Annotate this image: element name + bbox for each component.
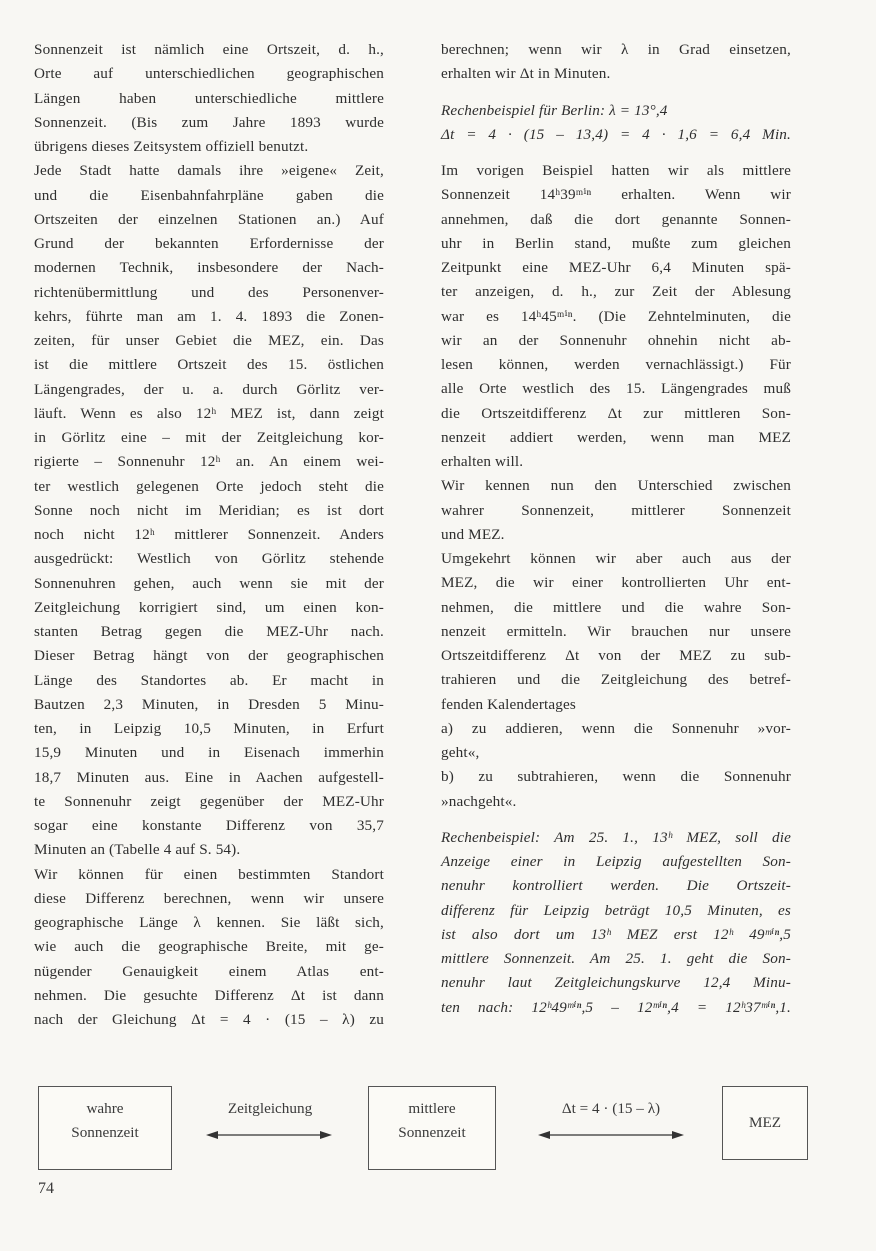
text-line: nügender Genauigkeit einem Atlas ent- [34,962,384,980]
text-line: Im vorigen Beispiel hatten wir als mittlere [441,162,791,179]
text-line: mittlere Sonnenzeit. Am 25. 1. geht die Son- [441,950,791,967]
text-line: Sonnenzeit. (Bis zum Jahre 1893 wurde [34,113,384,131]
right-text-column [441,38,791,1020]
text-line: nehmen. Die gesuchte Differenz Δt ist dann [34,986,384,1004]
text-line: und die Eisenbahnfahrpläne gaben die [34,186,384,204]
text-line: alle Orte westlich des 15. Längengrades muß [441,380,791,398]
text-line: Ortszeiten der einzelnen Stationen an.) Auf [34,210,384,228]
text-line: ter westlich gelegenen Orte jedoch steht die [34,477,384,495]
text-line: rigierte – Sonnenuhr 12ʰ an. An einem wei- [34,453,384,471]
mez-label: MEZ [748,1114,782,1131]
text-line: kehrs, führte man am 1. 4. 1893 die Zonen- [34,307,384,325]
text-line: ten, in Leipzig 10,5 Minuten, in Erfurt [34,720,384,737]
text-line: lesen können, werden vernachlässigt.) Für [441,356,791,373]
text-line: annehmen, daß die dort genannte Sonnen- [441,210,791,228]
mez-box [722,1086,808,1160]
text-line: Minuten an (Tabelle 4 auf S. 54). [34,841,241,859]
text-line: Orte auf unterschiedlichen geographischen [34,65,384,83]
text-line: Wir kennen nun den Unterschied zwischen [441,477,791,495]
text-line: Δt = 4 · (15 – 13,4) = 4 · 1,6 = 6,4 Min. [441,125,791,143]
text-line: ist die mittlere Ortszeit des 15. östlichen [34,356,384,374]
text-line: ter anzeigen, d. h., zur Zeit der Ablesung [441,283,791,301]
text-line: Ortszeitdifferenz Δt von der MEZ zu sub- [441,647,791,664]
true-solar-time-line1: wahre [86,1100,124,1117]
paragraph-gap [441,147,791,159]
mean-solar-time-box [368,1086,496,1170]
text-line: noch nicht 12ʰ mittlerer Sonnenzeit. Anders [34,526,384,543]
text-line: wir an der Sonnenuhr ohnehin nicht ab- [441,331,791,349]
text-line: uhr in Berlin stand, mußte zum gleichen [441,234,791,252]
equation-of-time-label: Zeitgleichung [227,1100,313,1117]
text-line: ist also dort um 13ʰ MEZ erst 12ʰ 49ᵐⁱⁿ,5 [441,925,791,943]
text-line: modernen Technik, insbesondere der Nach- [34,259,384,277]
text-line: Anzeige einer in Leipzig aufgestellten Son- [441,853,791,870]
text-line: te Sonnenuhr zeigt gegenüber der MEZ-Uhr [34,792,384,810]
text-line: Sonnenuhren gehen, auch wenn sie mit der [34,574,384,592]
text-line: und MEZ. [441,525,505,543]
mean-solar-time-line1: mittlere [408,1100,456,1117]
text-line: Zeitpunkt eine MEZ-Uhr 6,4 Minuten spä- [441,259,791,276]
text-line: nehmen, die mittlere und die wahre Son- [441,598,791,616]
text-line: erhalten wir Δt in Minuten. [441,65,611,83]
text-line: geht«, [441,744,480,761]
text-line: MEZ, die wir einer kontrollierten Uhr ent- [441,574,791,592]
text-line: berechnen; wenn wir λ in Grad einsetzen, [441,41,791,58]
text-line: Länge des Standortes ab. Er macht in [34,671,384,689]
text-line: differenz für Leipzig beträgt 10,5 Minuten, es [441,901,791,919]
text-line: Jede Stadt hatte damals ihre »eigene« Zeit, [34,162,384,180]
paragraph-gap [441,87,791,99]
time-difference-formula-label: Δt = 4 · (15 – λ) [561,1100,661,1117]
text-line: wie auch die geographische Breite, mit ge- [34,938,384,956]
text-line: war es 14ʰ45ᵐⁱⁿ. (Die Zehntelminuten, die [441,307,791,325]
text-line: diese Differenz berechnen, wenn wir unsere [34,889,384,907]
text-line: Sonnenzeit 14ʰ39ᵐⁱⁿ erhalten. Wenn wir [441,186,791,204]
text-line: sogar eine konstante Differenz von 35,7 [34,817,384,834]
text-line: fenden Kalendertages [441,695,576,713]
text-line: Längen haben unterschiedliche mittlere [34,89,384,107]
text-line: Grund der bekannten Erfordernisse der [34,235,384,252]
text-line: Wir können für einen bestimmten Standort [34,865,384,883]
text-line: geographische Länge λ kennen. Sie läßt sich, [34,914,384,931]
text-line: ausgedrückt: Westlich von Görlitz stehende [34,550,384,568]
text-line: zeiten, für unser Gebiet die MEZ, ein. Das [34,332,384,349]
double-arrow-icon [206,1128,332,1142]
text-line: nach der Gleichung Δt = 4 · (15 – λ) zu [34,1011,384,1028]
paragraph-gap [441,814,791,826]
text-line: Rechenbeispiel: Am 25. 1., 13ʰ MEZ, soll die [441,828,791,846]
double-arrow-icon [538,1128,684,1142]
text-line: nenuhr kontrolliert werden. Die Ortszeit- [441,877,791,895]
text-line: trahieren und die Zeitgleichung des betref- [441,671,791,689]
mean-solar-time-line2: Sonnenzeit [398,1124,466,1141]
text-line: nenuhr laut Zeitgleichungskurve 12,4 Minu- [441,974,791,992]
text-line: Rechenbeispiel für Berlin: λ = 13°,4 [441,101,668,119]
text-line: übrigens dieses Zeitsystem offiziell benutzt. [34,138,309,155]
text-line: Dieser Betrag hängt von der geographischen [34,647,384,665]
text-line: Längengrades, der u. a. durch Görlitz ver- [34,380,384,398]
left-text-column [34,38,384,1032]
text-line: die Ortszeitdifferenz Δt zur mittleren Son- [441,404,791,422]
text-line: stanten Betrag gegen die MEZ-Uhr nach. [34,623,384,640]
true-solar-time-box [38,1086,172,1170]
text-line: Zeitgleichung korrigiert sind, um einen kon- [34,598,384,616]
text-line: richtenübermittlung und des Personenver- [34,283,384,301]
text-line: nenzeit ermitteln. Wir brauchen nur unsere [441,622,791,640]
text-line: Bautzen 2,3 Minuten, in Dresden 5 Minu- [34,695,384,713]
text-line: 18,7 Minuten aus. Eine in Aachen aufgestell- [34,768,384,786]
text-line: Sonnenzeit ist nämlich eine Ortszeit, d. h., [34,41,384,58]
text-line: Sonne noch nicht im Meridian; es ist dort [34,501,384,519]
text-line: erhalten will. [441,453,524,470]
text-line: b) zu subtrahieren, wenn die Sonnenuhr [441,768,791,786]
text-line: ten nach: 12ʰ49ᵐⁱⁿ,5 – 12ᵐⁱⁿ,4 = 12ʰ37ᵐⁱⁿ,1. [441,998,791,1016]
text-line: 15,9 Minuten und in Eisenach immerhin [34,744,384,762]
text-line: wahrer Sonnenzeit, mittlerer Sonnenzeit [441,501,791,519]
text-line: a) zu addieren, wenn die Sonnenuhr »vor- [441,719,791,737]
text-line: nenzeit addiert werden, wenn man MEZ [441,428,791,446]
text-line: in Görlitz eine – mit der Zeitgleichung kor- [34,429,384,446]
text-line: läuft. Wenn es also 12ʰ MEZ ist, dann zeigt [34,404,384,422]
page-number: 74 [38,1180,54,1197]
text-line: »nachgeht«. [441,792,517,810]
true-solar-time-line2: Sonnenzeit [71,1124,139,1141]
text-line: Umgekehrt können wir aber auch aus der [441,550,791,567]
